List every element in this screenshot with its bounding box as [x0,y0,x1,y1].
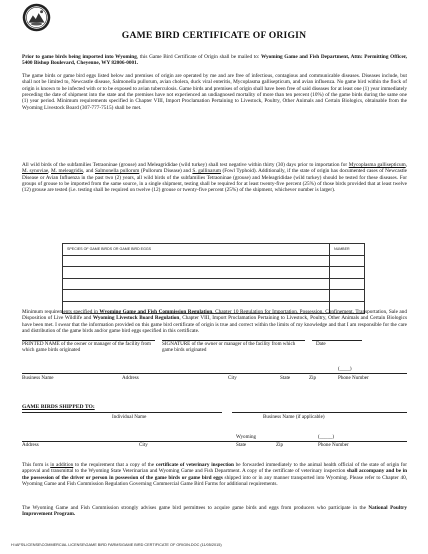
number-cell[interactable] [330,278,365,290]
veterinary-inspection-paragraph: This form is in addition to the requirement that a copy of the certificate of veterinary inspection be forwarded immediately to the animal health official of the state of origin for approval and transmittal to the Wyoming State Veterinarian and Wyoming Game and Fish Department. A copy of the certificate of veterinary inspection shall accompany and be in the possession of the driver or person in possession of the game birds or game bird eggs shipped into or in any manner transported into Wyoming. Please refer to Chapter 40, Wyoming Game and Fish Commission Regulation Governing Commercial Game Bird Farms for additional requirements. [22,462,408,488]
individual-name-label: Individual Name [112,414,147,420]
number-cell[interactable] [330,255,365,267]
recipient-info-line[interactable] [22,441,407,442]
recipient-phone-label: Phone Number [318,442,349,448]
npip-paragraph: The Wyoming Game and Fish Commission strongly advises game bird permittees to acquire game birds and eggs from producers who participate in the National Poultry Improvement Program. [22,505,407,518]
species-cell[interactable] [63,267,330,279]
business-info-line[interactable] [22,373,407,374]
species-column-header: SPECIES OF GAME BIRDS OR GAME BIRD EGGS [63,244,330,256]
recipient-zip-label: Zip [276,442,284,448]
recipient-city-label: City [139,442,148,448]
disease-free-paragraph: The game birds or game bird eggs listed below and premises of origin are operated by me and are free of infectious, contagious and communicable diseases. Diseases include, but shall not be limited to, Newcastle disease, Salmonella pullorum, avian cholera, duck viral enteritis, Mycoplasma gallisepticum, and avian influenza. No game bird within the flock of origin is known to be infected with or to be exposed to avian tuberculosis. Game birds and premises of origin shall have been free of said diseases for at least one (1) year immediately preceding the date of shipment into the state and the premises have not experienced an undiagnosed mortality of more than ten percent (10%) of the game birds during the same one (1) year period. Minimum requirements specified in Chapter VIII, Import Proclamation Pertaining to Livestock, Poultry, Other Animals and Certain Biologics, obtainable from the Wyoming Livestock Board (307-777-7515) shall be met. [22,73,407,111]
table-row[interactable] [63,267,365,279]
recipient-business-label: Business Name (if applicable) [263,414,325,420]
business-phone-label: Phone Number [338,375,369,381]
recipient-phone-area-code: (_____) [318,434,335,440]
species-table [62,243,365,314]
recipient-address-label: Address [22,442,39,448]
requirements-met-paragraph: Minimum requirements specified in Wyoming Game and Fish Commission Regulation, Chapter 10 Regulation for Importation, Possession, Confinement, Transportation, Sale and Disposition of Live Wildlife and Wyoming Livestock Board Regulation, Chapter VIII, Import Proclamation Pertaining to Livestock, Poultry, Other Animals and Certain Biologics have been met. I swear that the information provided on this game bird certificate of origin is true and correct within the limits of my knowledge and that I am responsible for the care and distribution of the game birds and/or game bird eggs specified in this certificate. [22,309,407,335]
wyoming-game-fish-seal-icon [22,3,51,32]
table-header-row [63,244,365,256]
table-row[interactable] [63,278,365,290]
number-column-header: NUMBER [330,244,365,256]
business-phone-area-code: (____) [338,366,352,372]
business-state-label: State [280,375,291,381]
document-path-footer: H:\AFS\LICENSE\COMMERCIAL LICENSE\GAME BIRD FARMS\GAME BIRD CERTIFICATE OF ORIGIN.DOC (11/05/2015) [11,543,222,547]
wild-bird-testing-paragraph: All wild birds of the subfamilies Tetraoninae (grouse) and Meleagrididae (wild turkey) shall test negative within thirty (30) days prior to importation for Mycoplasma gallisepticum, M. synoviae, M. meleagridis, and Salmonella pullorum (Pullorum Disease) and S. gallinarum (Fowl Typhoid). Additionally, if the state of origin has documented cases of Newcastle Disease or Avian Influenza in the past two (2) years, all wild birds of the subfamilies Tetraoninae (grouse) and Meleagrididae (wild turkey) should be tested for these diseases. For groups of grouse to be imported from the same source, in a single shipment, testing shall be required for at least twenty-five percent (25%) of those birds provided that at least twelve (12) grouse are tested (i.e. testing shall be required on twelve (12) grouse or twenty-five percent (25%) of the shipment, whichever number is larger). [22,162,407,194]
species-cell[interactable] [63,278,330,290]
printed-name-label: PRINTED NAME of the owner or manager of the facility from which game birds originated [22,341,152,353]
species-cell[interactable] [63,255,330,267]
shipped-to-heading: GAME BIRDS SHIPPED TO: [22,404,95,410]
signature-label: SIGNATURE of the owner or manager of the facility from which game birds originated [162,341,296,353]
table-row[interactable] [63,290,365,302]
page-title: GAME BIRD CERTIFICATE OF ORIGIN [121,30,307,41]
number-cell[interactable] [330,267,365,279]
table-row[interactable] [63,255,365,267]
species-cell[interactable] [63,290,330,302]
business-name-label: Business Name [22,375,54,381]
date-label: Date [316,341,326,347]
number-cell[interactable] [330,290,365,302]
recipient-business-line[interactable] [232,412,407,413]
individual-name-line[interactable] [22,412,222,413]
intro-bold: Prior to game birds being imported into Wyoming [22,54,137,60]
recipient-state-value: Wyoming [236,434,257,440]
recipient-state-label: State [236,442,247,448]
business-zip-label: Zip [309,375,317,381]
mailing-address: Wyoming Game and Fish Department, Attn: Permitting Officer, 5400 Bishop Boulevard, Cheyenne, WY 82006-0001. [22,54,407,67]
intro-paragraph: Prior to game birds being imported into Wyoming, this Game Bird Certificate of Origin shall be mailed to: Wyoming Game and Fish Department, Attn: Permitting Officer, 5400 Bishop Boulevard, Cheyenne, WY 82006-0001. [22,54,407,67]
business-address-label: Address [122,375,139,381]
business-city-label: City [228,375,237,381]
